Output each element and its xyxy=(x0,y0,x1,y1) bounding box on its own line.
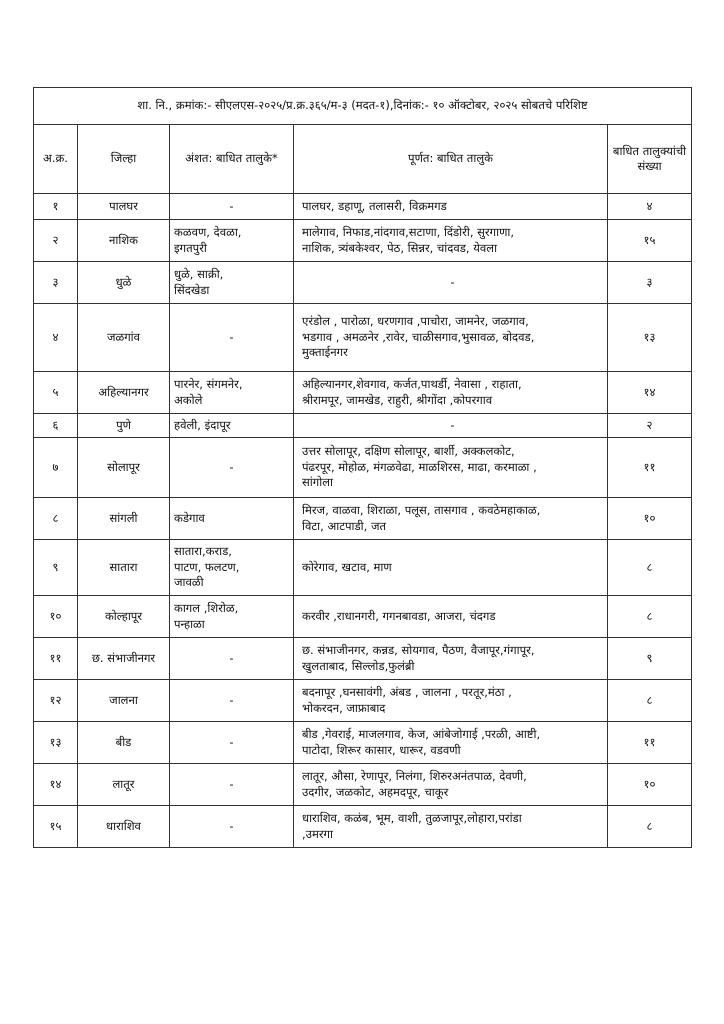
row-partially-affected: - xyxy=(170,764,294,806)
table-row xyxy=(34,596,692,638)
row-partially-affected: हवेली, इंदापूर xyxy=(170,414,294,438)
row-affected-count: १४ xyxy=(608,372,692,414)
row-fully-affected: छ. संभाजीनगर, कन्नड, सोयगाव, पैठण, वैजापूर,गंगापूर, खुलताबाद, सिल्लोड,फुलंब्री xyxy=(294,638,608,680)
table-row xyxy=(34,262,692,304)
row-partially-affected: - xyxy=(170,304,294,372)
header-fully-affected: पूर्णत: बाधित तालुके xyxy=(294,125,608,194)
table-row xyxy=(34,438,692,498)
row-serial-no: १ xyxy=(34,194,78,220)
table-row xyxy=(34,194,692,220)
row-affected-count: ८ xyxy=(608,680,692,722)
row-fully-affected: धाराशिव, कळंब, भूम, वाशी, तुळजापूर,लोहारा,परांडा ,उमरगा xyxy=(294,806,608,848)
row-district: सोलापूर xyxy=(78,438,170,498)
row-serial-no: १० xyxy=(34,596,78,638)
row-fully-affected: बीड ,गेवराई, माजलगाव, केज, आंबेजोगाई ,परळी, आष्टी, पाटोदा, शिरूर कासार, धारूर, वडवणी xyxy=(294,722,608,764)
table-row xyxy=(34,304,692,372)
row-affected-count: ११ xyxy=(608,438,692,498)
header-row xyxy=(34,125,692,194)
row-district: कोल्हापूर xyxy=(78,596,170,638)
row-fully-affected: - xyxy=(294,414,608,438)
table-row xyxy=(34,498,692,540)
row-affected-count: २ xyxy=(608,414,692,438)
header-serial-no: अ.क्र. xyxy=(34,125,78,194)
row-partially-affected: कडेगाव xyxy=(170,498,294,540)
row-fully-affected: लातूर, औसा, रेणापूर, निलंगा, शिरुरअनंतपाळ, देवणी, उदगीर, जळकोट, अहमदपूर, चाकूर xyxy=(294,764,608,806)
row-affected-count: १३ xyxy=(608,304,692,372)
row-district: नाशिक xyxy=(78,220,170,262)
document-title: शा. नि., क्रमांक:- सीएलएस-२०२५/प्र.क्र.३६५/म-३ (मदत-१),दिनांक:- १० ऑक्टोबर, २०२५ सोबतचे परिशिष्ट xyxy=(34,88,692,125)
row-serial-no: २ xyxy=(34,220,78,262)
row-serial-no: १४ xyxy=(34,764,78,806)
row-partially-affected: - xyxy=(170,194,294,220)
row-serial-no: १५ xyxy=(34,806,78,848)
row-fully-affected: करवीर ,राधानगरी, गगनबावडा, आजरा, चंदगड xyxy=(294,596,608,638)
header-partially-affected-label: अंशत: बाधित तालुके* xyxy=(185,151,278,166)
row-partially-affected: - xyxy=(170,680,294,722)
row-district: अहिल्यानगर xyxy=(78,372,170,414)
row-fully-affected: अहिल्यानगर,शेवगाव, कर्जत,पाथर्डी, नेवासा , राहाता, श्रीरामपूर, जामखेड, राहुरी, श्रीगोंदा ,कोपरगाव xyxy=(294,372,608,414)
row-district: लातूर xyxy=(78,764,170,806)
table-row xyxy=(34,680,692,722)
row-serial-no: ६ xyxy=(34,414,78,438)
table-row xyxy=(34,806,692,848)
row-district: पालघर xyxy=(78,194,170,220)
row-serial-no: ४ xyxy=(34,304,78,372)
row-fully-affected: पालघर, डहाणू, तलासरी, विक्रमगड xyxy=(294,194,608,220)
row-affected-count: ८ xyxy=(608,540,692,596)
row-affected-count: ११ xyxy=(608,722,692,764)
row-district: छ. संभाजीनगर xyxy=(78,638,170,680)
row-district: सांगली xyxy=(78,498,170,540)
row-serial-no: ७ xyxy=(34,438,78,498)
table-row xyxy=(34,764,692,806)
row-serial-no: १३ xyxy=(34,722,78,764)
row-district: बीड xyxy=(78,722,170,764)
row-fully-affected: मालेगाव, निफाड,नांदगाव,सटाणा, दिंडोरी, सुरगाणा, नाशिक, त्र्यंबकेश्वर, पेठ, सिन्नर, चांदवड, येवला xyxy=(294,220,608,262)
row-affected-count: ८ xyxy=(608,596,692,638)
row-serial-no: ११ xyxy=(34,638,78,680)
row-partially-affected: पारनेर, संगमनेर, अकोले xyxy=(170,372,294,414)
table-row xyxy=(34,220,692,262)
table-row xyxy=(34,540,692,596)
row-partially-affected: कळवण, देवळा, इगतपुरी xyxy=(170,220,294,262)
header-partially-affected xyxy=(170,125,294,194)
row-affected-count: ८ xyxy=(608,806,692,848)
row-partially-affected: सातारा,कराड, पाटण, फलटण, जावळी xyxy=(170,540,294,596)
row-district: जळगांव xyxy=(78,304,170,372)
row-serial-no: ९ xyxy=(34,540,78,596)
row-affected-count: ३ xyxy=(608,262,692,304)
row-fully-affected: बदनापूर ,घनसावंगी, अंबड , जालना , परतूर,मंठा , भोकरदन, जाफ्राबाद xyxy=(294,680,608,722)
row-serial-no: ३ xyxy=(34,262,78,304)
row-partially-affected: - xyxy=(170,722,294,764)
row-district: धाराशिव xyxy=(78,806,170,848)
row-affected-count: ४ xyxy=(608,194,692,220)
row-partially-affected: - xyxy=(170,638,294,680)
row-serial-no: ५ xyxy=(34,372,78,414)
row-affected-count: १५ xyxy=(608,220,692,262)
row-district: सातारा xyxy=(78,540,170,596)
annexure-sheet xyxy=(33,87,691,848)
row-partially-affected: - xyxy=(170,438,294,498)
row-fully-affected: कोरेगाव, खटाव, माण xyxy=(294,540,608,596)
row-fully-affected: मिरज, वाळवा, शिराळा, पलूस, तासगाव , कवठेमहाकाळ, विटा, आटपाडी, जत xyxy=(294,498,608,540)
table-row xyxy=(34,722,692,764)
row-fully-affected: उत्तर सोलापूर, दक्षिण सोलापूर, बार्शी, अक्कलकोट, पंढरपूर, मोहोळ, मंगळवेढा, माळशिरस, माढा, करमाळा , सांगोला xyxy=(294,438,608,498)
row-serial-no: ८ xyxy=(34,498,78,540)
row-partially-affected: कागल ,शिरोळ, पन्हाळा xyxy=(170,596,294,638)
row-fully-affected: - xyxy=(294,262,608,304)
row-fully-affected: एरंडोल , पारोळा, धरणगाव ,पाचोरा, जामनेर, जळगाव, भडगाव , अमळनेर ,रावेर, चाळीसगाव,भुसावळ, बोदवड, मुक्ताईनगर xyxy=(294,304,608,372)
row-serial-no: १२ xyxy=(34,680,78,722)
table-row xyxy=(34,414,692,438)
table-row xyxy=(34,638,692,680)
row-district: जालना xyxy=(78,680,170,722)
row-district: धुळे xyxy=(78,262,170,304)
row-affected-count: १० xyxy=(608,498,692,540)
header-affected-count: बाधित तालुक्यांची संख्या xyxy=(608,125,692,194)
row-affected-count: १० xyxy=(608,764,692,806)
affected-talukas-table xyxy=(33,87,692,848)
row-partially-affected: - xyxy=(170,806,294,848)
row-district: पुणे xyxy=(78,414,170,438)
header-district: जिल्हा xyxy=(78,125,170,194)
table-row xyxy=(34,372,692,414)
row-partially-affected: धुळे, साक्री, सिंदखेडा xyxy=(170,262,294,304)
row-affected-count: ९ xyxy=(608,638,692,680)
